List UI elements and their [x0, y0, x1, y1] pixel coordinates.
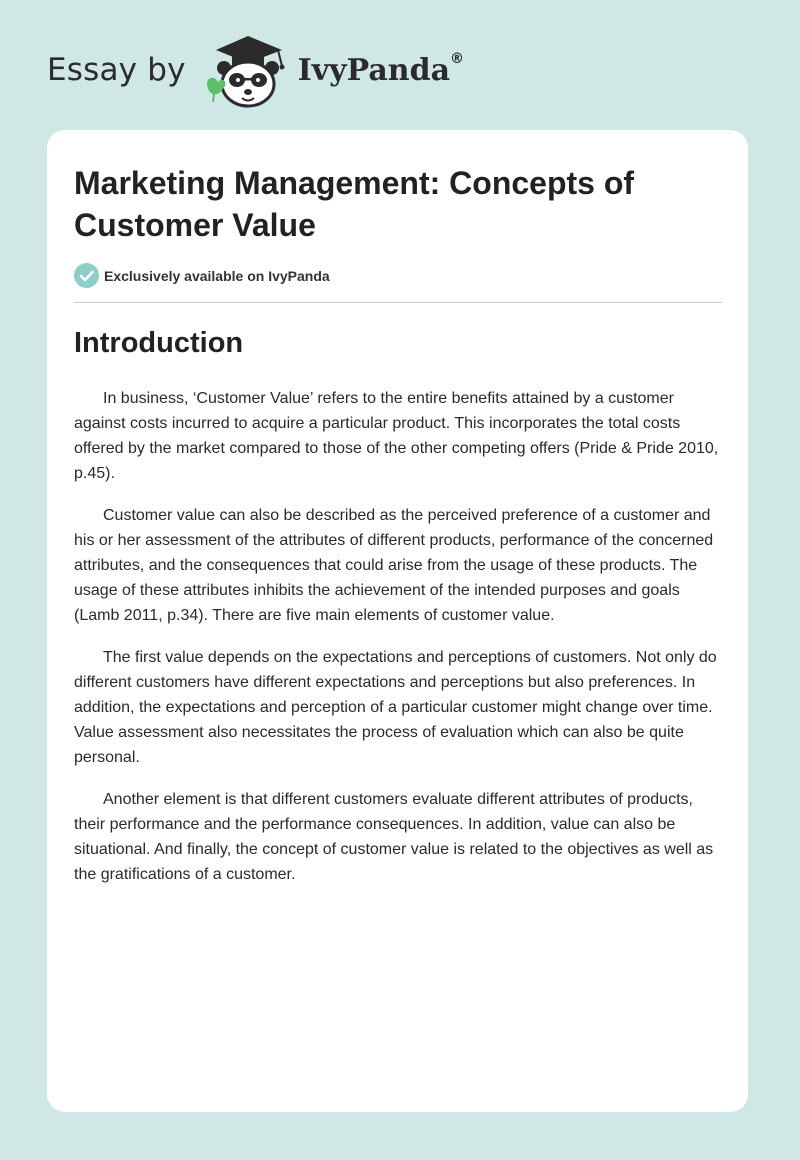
panda-graduation-cap-icon[interactable] [202, 30, 294, 110]
paragraph: The first value depends on the expectations and perceptions of customers. Not only do different customers have different expectations and perceptions but also preferences. In addition, the expectations and perception of a particular customer might change over time. Value assessment also necessitates the process of evaluation which can also be quite personal. [74, 649, 717, 766]
registered-mark: ® [450, 50, 465, 67]
page-title: Marketing Management: Concepts of Customer Value [74, 165, 635, 243]
section-heading: Introduction [74, 327, 244, 359]
paragraph: Another element is that different customers evaluate different attributes of products, their performance and the performance consequences. In addition, value can also be situational. And finally, the concept of customer value is related to the objectives as well as the gratifications of a customer. [74, 791, 714, 883]
exclusive-badge [74, 263, 330, 288]
divider [74, 302, 722, 303]
body-text [74, 386, 722, 904]
brand-name[interactable]: IvyPanda® [297, 50, 465, 88]
exclusive-label: Exclusively available on IvyPanda [104, 267, 330, 284]
paragraph: In business, ‘Customer Value’ refers to the entire benefits attained by a customer against costs incurred to acquire a particular product. This incorporates the total costs offered by the market compared to those of the other competing offers (Pride & Pride 2010, p.45). [74, 390, 719, 482]
paragraph: Customer value can also be described as the perceived preference of a customer and his or her assessment of the attributes of different products, performance of the concerned attributes, and the consequences that could arise from the usage of these products. The usage of these attributes inhibits the achievement of the intended purposes and goals (Lamb 2011, p.34). There are five main elements of customer value. [74, 507, 714, 624]
check-circle-icon [74, 263, 99, 288]
essay-by-label: Essay by [47, 52, 186, 88]
essay-card [47, 130, 748, 1112]
site-header [47, 30, 464, 110]
